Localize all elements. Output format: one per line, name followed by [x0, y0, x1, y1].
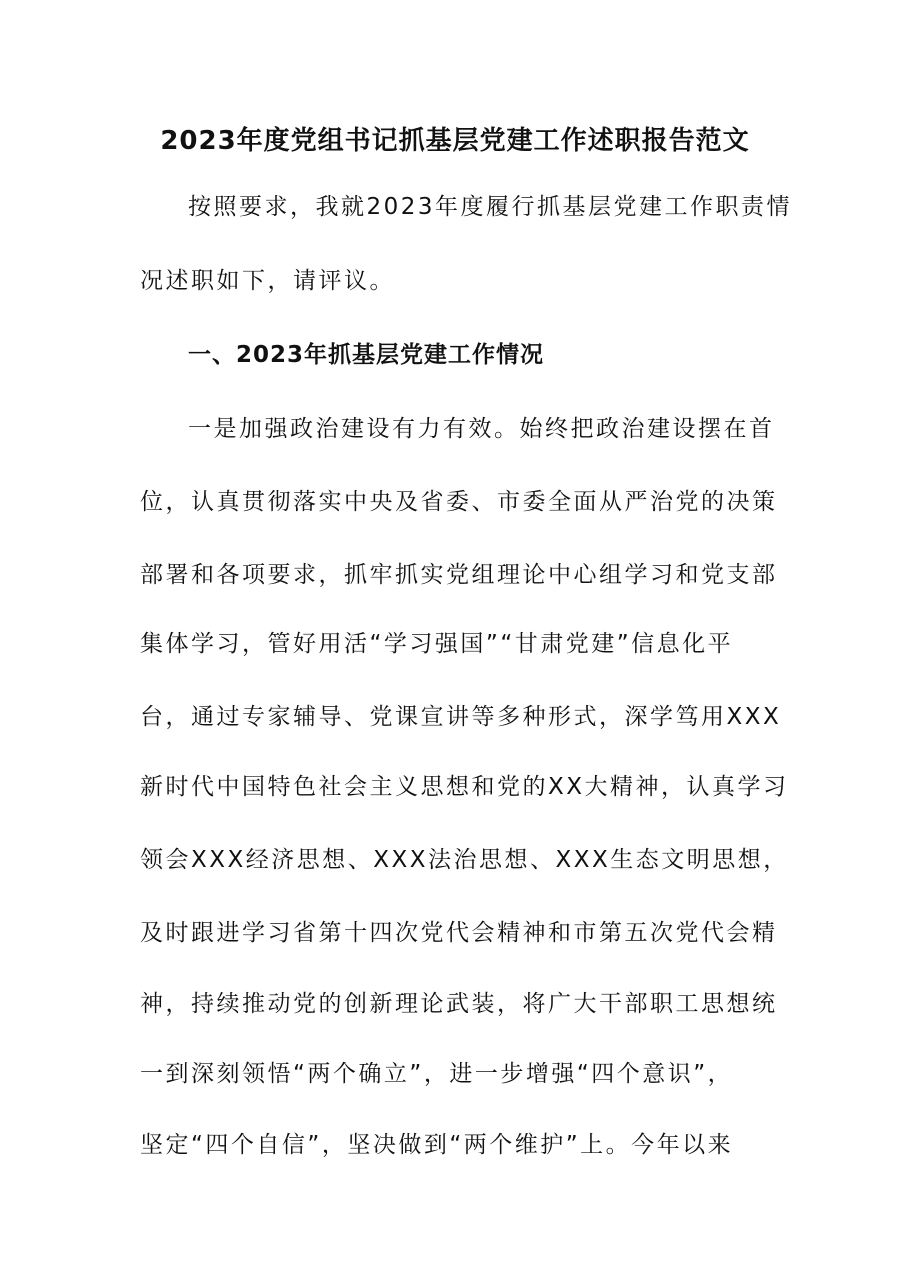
paragraph-line: 况述职如下，请评议。	[140, 268, 395, 294]
paragraph-line: 坚定“四个自信”，坚决做到“两个维护”上。今年以来	[140, 1132, 734, 1158]
paragraph-line: 部署和各项要求，抓牢抓实党组理论中心组学习和党支部	[140, 562, 778, 588]
paragraph-line: 位，认真贯彻落实中央及省委、市委全面从严治党的决策	[140, 489, 778, 515]
paragraph-line: 一是加强政治建设有力有效。始终把政治建设摆在首	[188, 416, 775, 442]
paragraph-line: 领会XXX经济思想、XXX法治思想、XXX生态文明思想，	[140, 847, 789, 873]
paragraph-line: 及时跟进学习省第十四次党代会精神和市第五次党代会精	[140, 920, 778, 946]
paragraph-line: 按照要求，我就2023年度履行抓基层党建工作职责情	[188, 194, 793, 220]
paragraph-line: 新时代中国特色社会主义思想和党的XX大精神，认真学习	[140, 774, 789, 800]
paragraph-line: 一到深刻领悟“两个确立”，进一步增强“四个意识”，	[140, 1061, 734, 1087]
paragraph-line: 台，通过专家辅导、党课宣讲等多种形式，深学笃用XXX	[140, 704, 782, 730]
document-title: 2023年度党组书记抓基层党建工作述职报告范文	[160, 126, 750, 156]
paragraph-line: 神，持续推动党的创新理论武装，将广大干部职工思想统	[140, 991, 778, 1017]
paragraph-line: 集体学习，管好用活“学习强国”“甘肃党建”信息化平	[140, 631, 734, 657]
section-heading: 一、2023年抓基层党建工作情况	[188, 342, 545, 368]
